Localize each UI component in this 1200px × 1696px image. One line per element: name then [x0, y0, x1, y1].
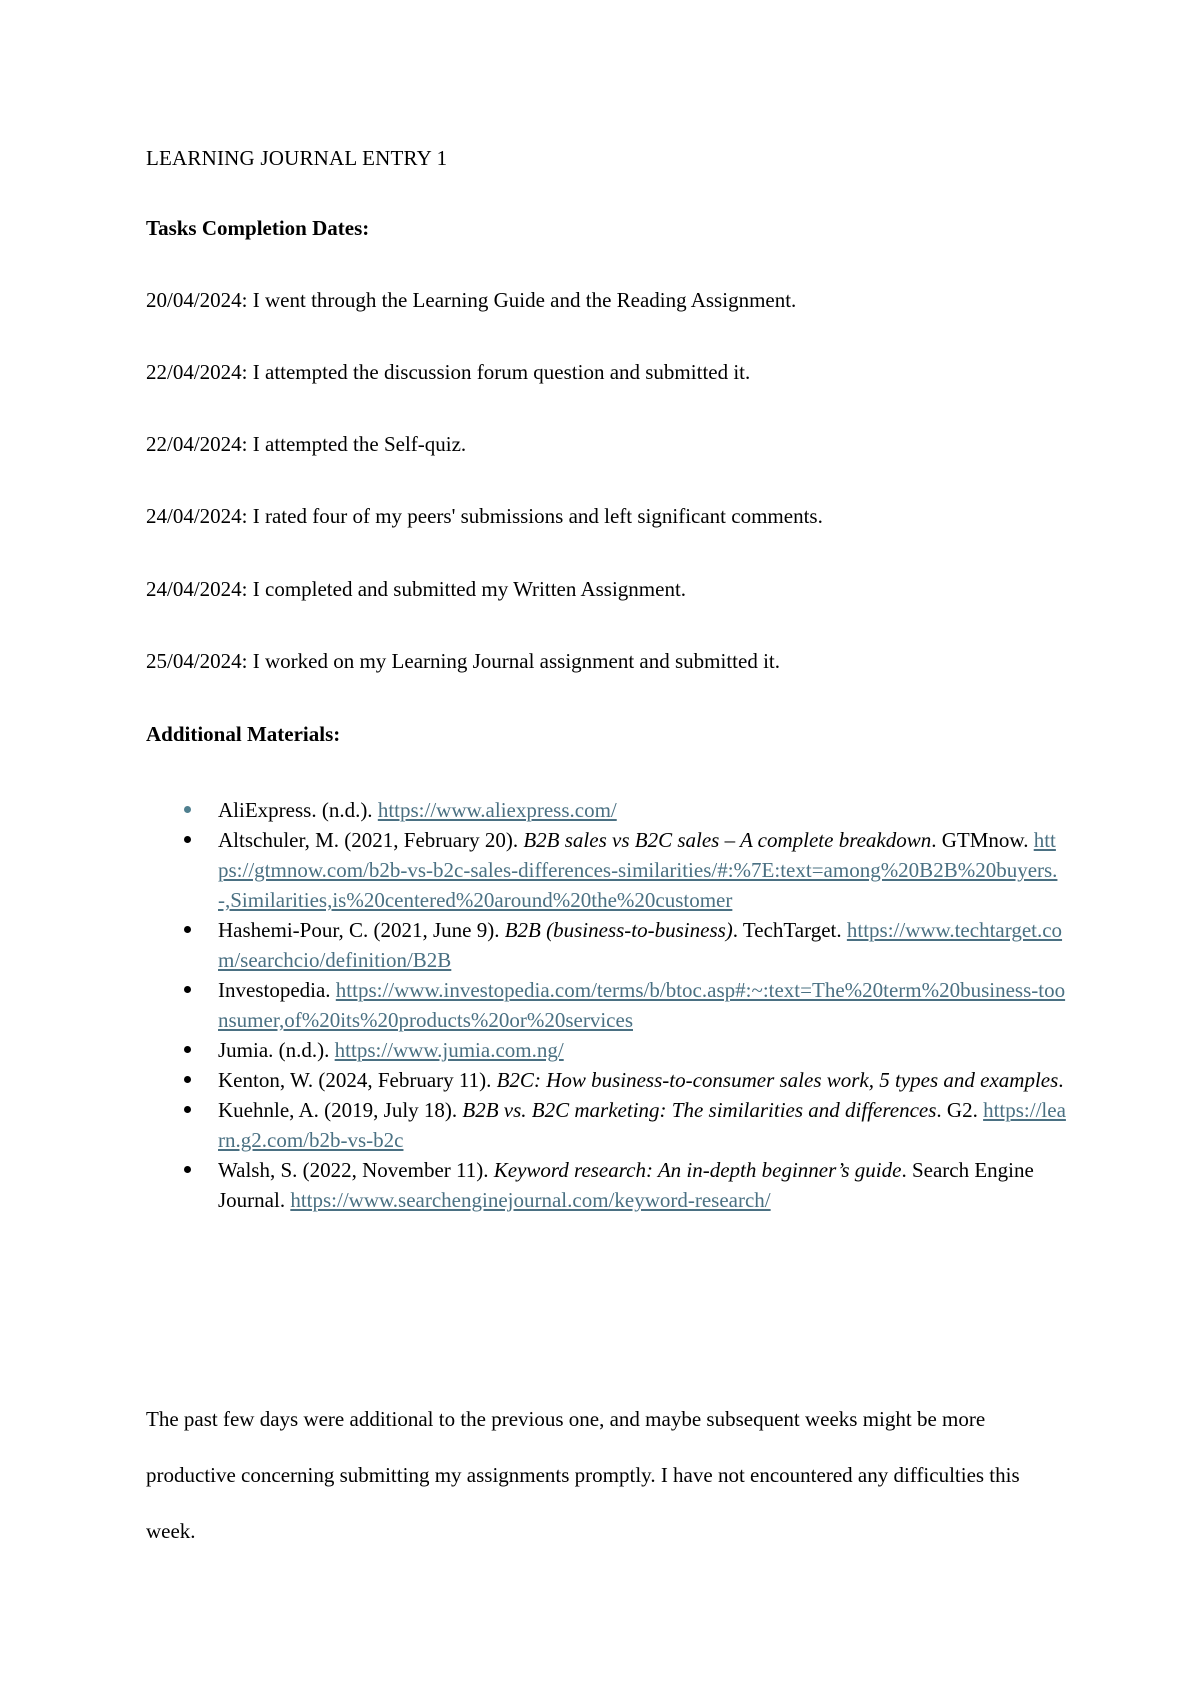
- bullet-icon: [184, 1076, 191, 1083]
- reference-author: Hashemi-Pour, C. (2021, June 9).: [218, 918, 505, 942]
- reference-item: [146, 825, 1066, 915]
- reference-author: Kuehnle, A. (2019, July 18).: [218, 1098, 463, 1122]
- reference-link[interactable]: https://www.techtarget.com/searchcio/definition/B2B: [218, 918, 1063, 972]
- task-entry: 20/04/2024: I went through the Learning Guide and the Reading Assignment.: [146, 288, 797, 312]
- bullet-icon: [184, 1106, 191, 1113]
- reference-item: [146, 1065, 1066, 1095]
- bullet-icon: [184, 1046, 191, 1053]
- reference-title: B2B (business-to-business): [504, 918, 733, 942]
- bullet-icon: [184, 836, 191, 843]
- page-title: LEARNING JOURNAL ENTRY 1: [146, 146, 448, 170]
- reference-author: Altschuler, M. (2021, February 20).: [218, 828, 524, 852]
- document-page: [146, 0, 1066, 1696]
- reference-item: [146, 975, 1066, 1035]
- reference-link[interactable]: https://www.searchenginejournal.com/keyword-research/: [290, 1188, 771, 1212]
- reference-author: Jumia. (n.d.).: [218, 1038, 335, 1062]
- reference-link[interactable]: https://learn.g2.com/b2b-vs-b2c: [218, 1098, 1066, 1152]
- reference-item: [146, 1155, 1066, 1215]
- task-entry: 25/04/2024: I worked on my Learning Journal assignment and submitted it.: [146, 649, 780, 673]
- reference-author: Walsh, S. (2022, November 11).: [218, 1158, 494, 1182]
- task-entry: 24/04/2024: I completed and submitted my Written Assignment.: [146, 577, 687, 601]
- reference-item: [146, 1035, 1066, 1065]
- reference-source: . Search Engine Journal.: [218, 1158, 1034, 1212]
- reference-link[interactable]: https://gtmnow.com/b2b-vs-b2c-sales-differences-similarities/#:%7E:text=among%20B2B%20buyers.-,Similarities,is%20centered%20around%20the%20customer: [218, 828, 1058, 912]
- reference-source: . TechTarget.: [732, 918, 847, 942]
- reference-item: [146, 915, 1066, 975]
- reference-link[interactable]: https://www.investopedia.com/terms/b/btoc.asp#:~:text=The%20term%20business-toonsumer,of%20its%20products%20or%20services: [218, 978, 1066, 1032]
- reference-title: B2C: How business-to-consumer sales work, 5 types and examples: [496, 1068, 1059, 1092]
- bullet-icon: [184, 1166, 191, 1173]
- materials-heading: Additional Materials:: [146, 722, 341, 746]
- reference-item: [146, 795, 1066, 825]
- bullet-icon: [184, 926, 191, 933]
- reference-source: .: [1058, 1068, 1064, 1092]
- reference-author: Kenton, W. (2024, February 11).: [218, 1068, 497, 1092]
- reference-title: B2B sales vs B2C sales – A complete breakdown: [523, 828, 932, 852]
- tasks-heading: Tasks Completion Dates:: [146, 216, 370, 240]
- reference-author: AliExpress. (n.d.).: [218, 798, 378, 822]
- bullet-icon: [184, 986, 191, 993]
- task-entry: 22/04/2024: I attempted the discussion forum question and submitted it.: [146, 360, 751, 384]
- reference-source: . G2.: [936, 1098, 984, 1122]
- reference-author: Investopedia.: [218, 978, 336, 1002]
- task-entry: 24/04/2024: I rated four of my peers' submissions and left significant comments.: [146, 504, 823, 528]
- closing-paragraph: The past few days were additional to the previous one, and maybe subsequent weeks might be more productive concerning submitting my assignments promptly. I have not encountered any difficulties this week.: [146, 1407, 1020, 1543]
- reference-title: B2B vs. B2C marketing: The similarities and differences: [462, 1098, 937, 1122]
- reference-link[interactable]: https://www.aliexpress.com/: [377, 798, 617, 822]
- reference-link[interactable]: https://www.jumia.com.ng/: [334, 1038, 564, 1062]
- reference-title: Keyword research: An in-depth beginner’s guide: [493, 1158, 902, 1182]
- task-entry: 22/04/2024: I attempted the Self-quiz.: [146, 432, 467, 456]
- bullet-icon: [184, 806, 191, 813]
- reference-item: [146, 1095, 1066, 1155]
- reference-source: . GTMnow.: [931, 828, 1034, 852]
- reference-list: [146, 795, 1066, 1215]
